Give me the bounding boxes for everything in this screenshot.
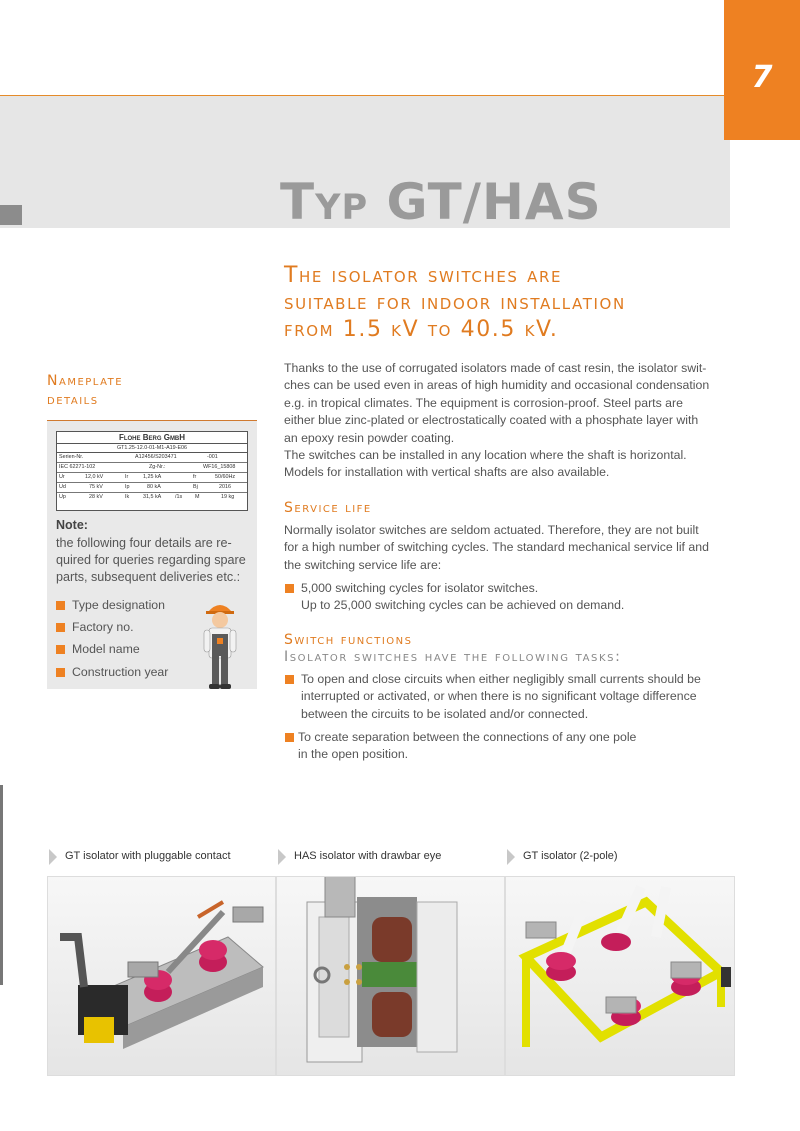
- bullet-line: in the open position.: [298, 747, 409, 762]
- plate-cell: Ir: [125, 474, 129, 480]
- note-line: the following four details are re-: [56, 536, 232, 550]
- plate-row: [57, 483, 247, 493]
- bullet-square: [285, 584, 294, 593]
- image-caption-bar: [47, 842, 275, 872]
- nameplate-item: [56, 619, 206, 637]
- plate-row: [57, 453, 247, 463]
- plate-cell: 2016: [219, 484, 231, 490]
- intro-line: Thanks to the use of corrugated isolators made of cast resin, the isolator swit-: [284, 361, 707, 375]
- intro-line: Models for installation with vertical shafts are also available.: [284, 465, 610, 480]
- plate-cell: 28 kV: [89, 494, 103, 500]
- note-line: parts, subsequent deliveries etc.:: [56, 570, 241, 584]
- image-caption: GT isolator (2-pole): [523, 850, 618, 862]
- headline-line: suitable for indoor installation: [284, 290, 626, 315]
- bullet-line: To create separation between the connections of any one pole: [298, 730, 637, 744]
- nameplate-item: [56, 664, 206, 682]
- bullet-square: [285, 733, 294, 742]
- plate-cell: /1s: [175, 494, 183, 500]
- plate-cell: IEC 62271-102: [59, 464, 96, 470]
- plate-cell: 19 kg: [221, 494, 235, 500]
- photo-gt-isolator: [47, 876, 276, 1076]
- bullet-square: [56, 601, 65, 610]
- worker-illustration: [200, 600, 240, 692]
- nameplate-item-label: Model name: [72, 642, 140, 656]
- page-title: Typ GT/HAS: [280, 173, 602, 231]
- photo-has-isolator: [276, 876, 505, 1076]
- plate-row: [57, 493, 247, 502]
- plate-cell: -001: [207, 454, 218, 460]
- nameplate-item: [56, 641, 206, 659]
- margin-bar: [0, 785, 3, 985]
- nameplate-heading-line: details: [47, 392, 99, 408]
- intro-line: an epoxy resin powder coating.: [284, 430, 455, 445]
- nameplate-heading: [47, 372, 123, 410]
- plate-cell: Bj: [193, 484, 198, 490]
- plate-cell: Up: [59, 494, 66, 500]
- service-life-line: the switching service life are:: [284, 557, 442, 572]
- nameplate-item-label: Factory no.: [72, 620, 134, 634]
- photo-gt-isolator-2pole: [505, 876, 735, 1076]
- bullet-line: Up to 25,000 switching cycles can be achieved on demand.: [301, 598, 625, 613]
- note-line: quired for queries regarding spare: [56, 553, 246, 567]
- bullet-square: [285, 675, 294, 684]
- bullet-line: 5,000 switching cycles for isolator switches.: [301, 581, 539, 595]
- plate-cell: Serien-Nr.: [59, 454, 84, 460]
- service-life-line: for a high number of switching cycles. The standard mechanical service lif and: [284, 540, 709, 555]
- caption-arrow-icon: [49, 849, 57, 865]
- intro-paragraph: [284, 360, 724, 482]
- plate-cell: 1,25 kA: [143, 474, 162, 480]
- plate-brand: Flohe Berg GmbH: [57, 433, 247, 444]
- plate-cell: Zg-Nr.:: [149, 464, 166, 470]
- nameplate-image: [56, 431, 248, 511]
- image-caption: GT isolator with pluggable contact: [65, 850, 231, 862]
- image-caption-bar: [505, 842, 733, 872]
- nameplate-heading-line: Nameplate: [47, 373, 124, 389]
- bullet-line: interrupted or activated, or when there is no significant voltage difference: [301, 689, 697, 704]
- intro-line: The switches can be installed in any location where the shaft is horizontal.: [284, 448, 687, 463]
- plate-cell: Ud: [59, 484, 66, 490]
- note-label: Note:: [56, 518, 88, 532]
- plate-cell: fr: [193, 474, 197, 480]
- caption-arrow-icon: [278, 849, 286, 865]
- plate-cell: WF16_15808: [203, 464, 236, 470]
- nameplate-item: [56, 597, 206, 615]
- note-text: [56, 535, 256, 586]
- headline-line: from 1.5 kV to 40.5 kV.: [284, 317, 559, 342]
- plate-cell: 31,5 kA: [143, 494, 162, 500]
- switch-functions-heading: Switch functions: [284, 632, 413, 648]
- nameplate-item-label: Type designation: [72, 598, 165, 612]
- plate-cell: 50/60Hz: [215, 474, 236, 480]
- service-life-bullet: [285, 580, 725, 616]
- nameplate-item-label: Construction year: [72, 665, 169, 679]
- plate-cell: 12,0 kV: [85, 474, 104, 480]
- bullet-line: To open and close circuits when either negligibly small currents should be: [301, 672, 701, 686]
- bullet-square: [56, 623, 65, 632]
- page-number: 7: [751, 60, 773, 95]
- service-life-heading: Service life: [284, 500, 372, 516]
- plate-cell: Ik: [125, 494, 130, 500]
- image-caption: HAS isolator with drawbar eye: [294, 850, 442, 862]
- switch-function-bullet: [285, 671, 725, 725]
- bullet-square: [56, 645, 65, 654]
- headline: [284, 262, 724, 343]
- intro-line: either blue zinc-plated or electrostatically coated with a phosphate layer with: [284, 413, 699, 428]
- plate-row: [57, 463, 247, 473]
- switch-functions-subheading: Isolator switches have the following tasks:: [284, 649, 622, 665]
- plate-row: [57, 473, 247, 483]
- service-life-text: [284, 522, 724, 574]
- plate-cell: 80 kA: [147, 484, 161, 490]
- intro-line: ches can be used even in areas of high humidity and occasional condensation: [284, 378, 710, 393]
- plate-code: GT1.25-12.0-01-M1-A19-E06: [57, 444, 247, 453]
- plate-cell: A12456/S203471: [135, 454, 177, 460]
- headline-line: The isolator switches are: [284, 263, 563, 288]
- side-marker: [0, 205, 22, 225]
- intro-line: e.g. in tropical climates. The equipment is corrosion-proof. Steel parts are: [284, 395, 683, 410]
- bullet-line: between the circuits to be isolated and/or connected.: [301, 706, 589, 721]
- plate-cell: Ur: [59, 474, 65, 480]
- bullet-square: [56, 668, 65, 677]
- service-life-line: Normally isolator switches are seldom actuated. Therefore, they are not built: [284, 523, 699, 537]
- caption-arrow-icon: [507, 849, 515, 865]
- plate-cell: Ip: [125, 484, 130, 490]
- plate-cell: M: [195, 494, 200, 500]
- plate-cell: 75 kV: [89, 484, 103, 490]
- image-caption-bar: [276, 842, 504, 872]
- switch-function-bullet: [285, 729, 725, 765]
